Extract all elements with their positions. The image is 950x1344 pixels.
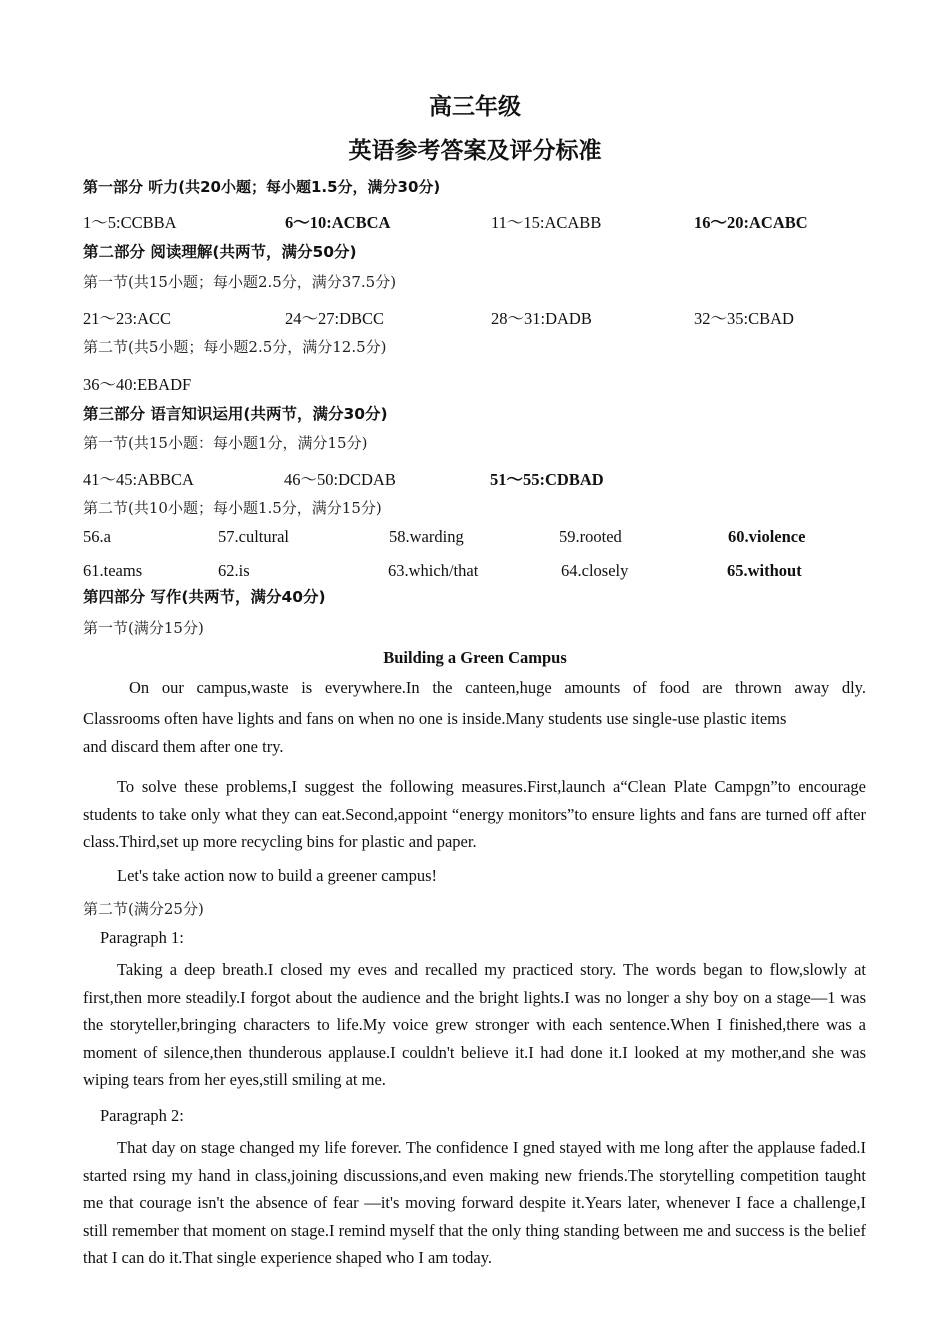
part2-section2-heading: 第二节(共5小题；每小题2.5分，满分12.5分) — [83, 338, 387, 356]
answer-group: 51～55:CDBAD — [490, 470, 604, 489]
answer-item: 58.warding — [389, 527, 464, 546]
answer-item: 59.rooted — [559, 527, 622, 546]
essay-paragraph-line: On our campus,waste is everywhere.In the canteen,huge amounts of food are thrown away dly. — [129, 678, 866, 697]
part4-heading: 第四部分 写作(共两节，满分40分) — [83, 588, 326, 606]
story-paragraph: That day on stage changed my life forever. The confidence I gned stayed with me long after the applause faded.I started rsing my hand in class,joining discussions,and even making new friends.The storytelling competition taught me that courage isn't the absence of fear —it's moving forward despite it.Years later, whenever I face a challenge,I still remember that moment on stage.I remind myself that the only thing standing between me and success is the belief that I can do it.That single experience shaped who I am today. — [83, 1138, 866, 1267]
grade-title: 高三年级 — [429, 94, 521, 120]
paragraph-label: Paragraph 1: — [100, 928, 184, 947]
answer-group: 41～45:ABBCA — [83, 470, 194, 489]
page-title: 英语参考答案及评分标准 — [348, 138, 602, 164]
answer-group: 6～10:ACBCA — [285, 213, 391, 232]
answer-item: 64.closely — [561, 561, 629, 580]
answer-group: 36～40:EBADF — [83, 375, 192, 394]
part3-section1-heading: 第一节(共15小题：每小题1分，满分15分) — [83, 434, 368, 452]
story-paragraph: Taking a deep breath.I closed my eves and recalled my practiced story. The words began to flow,slowly at first,then more steadily.I forgot about the audience and the bright lights.I was no longer a shy boy on a stage—1 was the storyteller,bringing characters to life.My voice grew stronger with each sentence.When I finished,there was a moment of silence,then thunderous applause.I couldn't believe it.I had done it.I looked at my mother,and she was wiping tears from her eyes,still smiling at me. — [83, 960, 866, 1089]
part2-heading: 第二部分 阅读理解(共两节，满分50分) — [83, 243, 357, 261]
answer-item: 57.cultural — [218, 527, 290, 546]
part3-heading: 第三部分 语言知识运用(共两节，满分30分) — [83, 405, 388, 423]
answer-item: 62.is — [218, 561, 250, 580]
answer-item: 61.teams — [83, 561, 143, 580]
essay-paragraph: Let's take action now to build a greener campus! — [117, 866, 438, 885]
part1-heading: 第一部分 听力(共20小题；每小题1.5分，满分30分) — [83, 178, 441, 196]
answer-group: 16～20:ACABC — [694, 213, 808, 232]
answer-group: 1～5:CCBBA — [83, 213, 177, 232]
answer-item: 60.violence — [728, 527, 806, 546]
essay-paragraph-line: Classrooms often have lights and fans on when no one is inside.Many students use single-use plastic items — [83, 709, 787, 728]
essay-title: Building a Green Campus — [383, 648, 567, 667]
answer-group: 24～27:DBCC — [285, 309, 385, 328]
part3-section2-heading: 第二节(共10小题；每小题1.5分，满分15分) — [83, 499, 382, 517]
paragraph-label: Paragraph 2: — [100, 1106, 184, 1125]
essay-paragraph: To solve these problems,I suggest the following measures.First,launch a“Clean Plate Campgn”to encourage students to take only what they can eat.Second,appoint “energy monitors”to ensure lights and fans are turned off after class.Third,set up more recycling bins for plastic and paper. — [83, 777, 866, 851]
answer-item: 63.which/that — [388, 561, 479, 580]
answer-item: 56.a — [83, 527, 111, 546]
answer-group: 21～23:ACC — [83, 309, 172, 328]
part4-section2-heading: 第二节(满分25分) — [83, 900, 204, 918]
part2-section1-heading: 第一节(共15小题；每小题2.5分，满分37.5分) — [83, 273, 397, 291]
answer-group: 32～35:CBAD — [694, 309, 794, 328]
answer-group: 11～15:ACABB — [491, 213, 602, 232]
part4-section1-heading: 第一节(满分15分) — [83, 619, 204, 637]
answer-group: 46～50:DCDAB — [284, 470, 396, 489]
answer-item: 65.without — [727, 561, 802, 580]
essay-paragraph-line: and discard them after one try. — [83, 737, 284, 756]
answer-group: 28～31:DADB — [491, 309, 592, 328]
